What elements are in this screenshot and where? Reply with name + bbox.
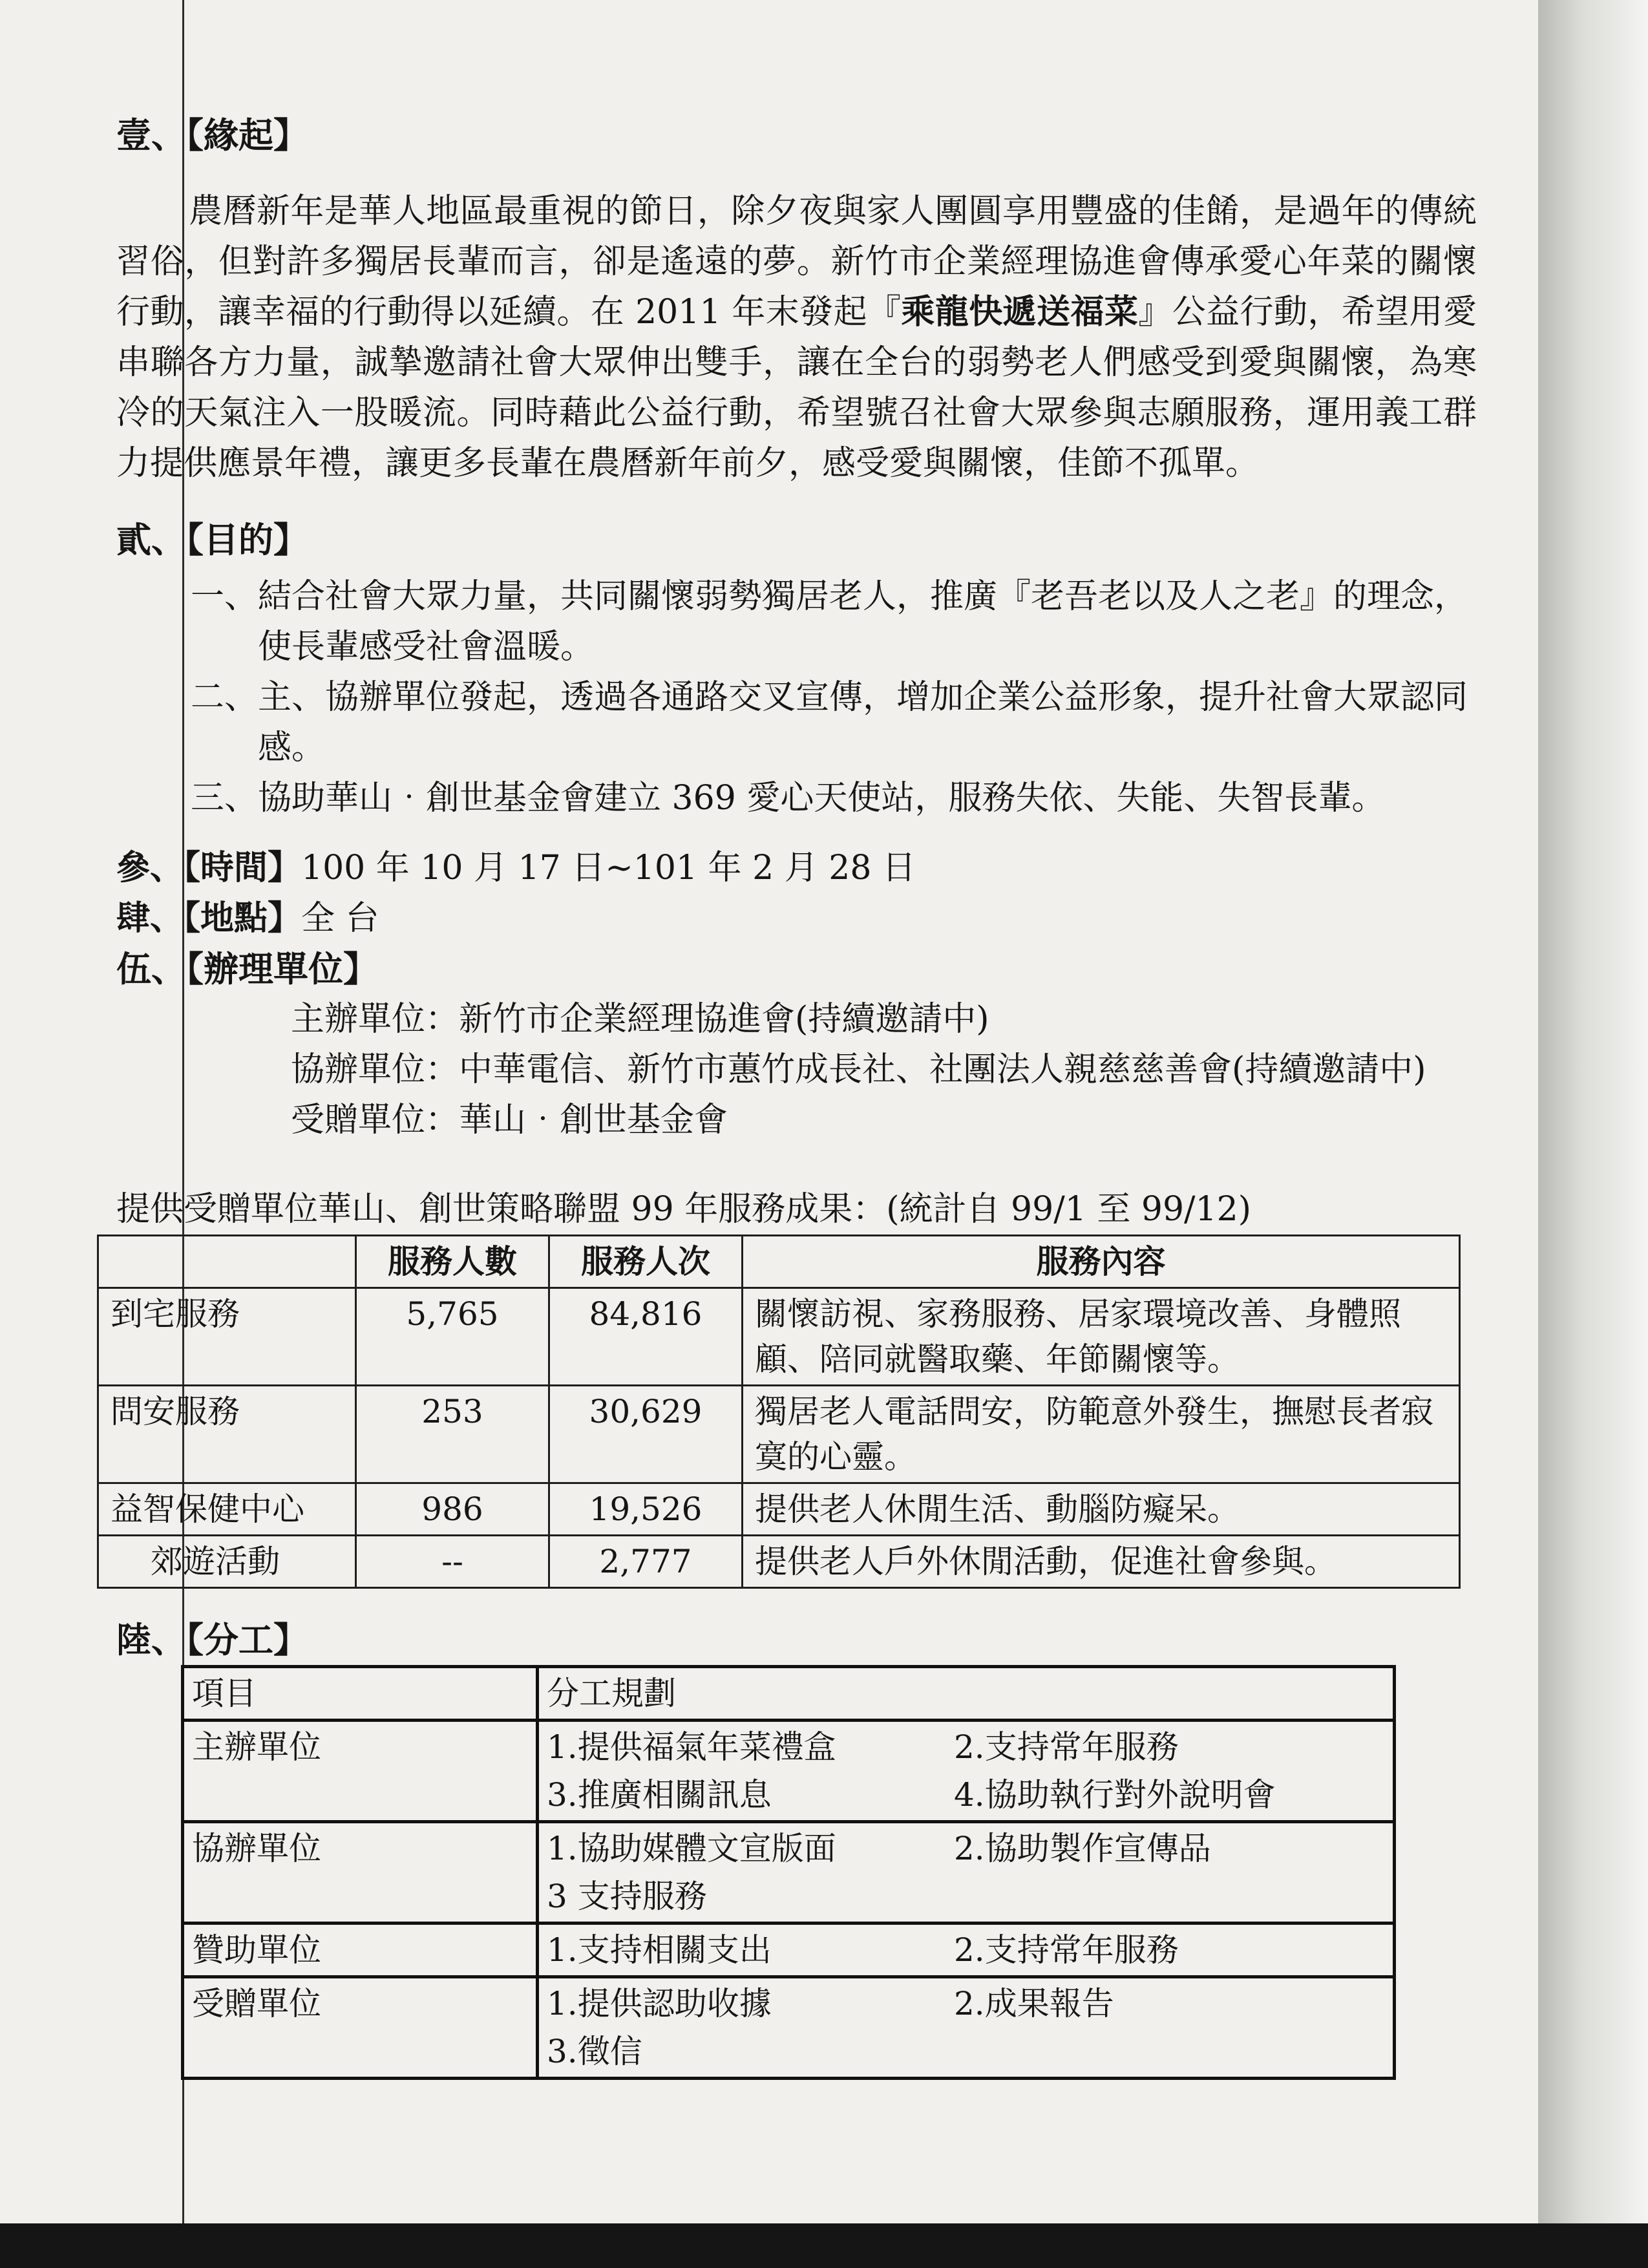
table-header-cell: 項目 bbox=[183, 1667, 538, 1721]
table-row bbox=[98, 1483, 1460, 1536]
purpose-item-number: 一、 bbox=[191, 577, 259, 616]
table-row bbox=[183, 1822, 1395, 1924]
service-visits: 19,526 bbox=[549, 1483, 743, 1536]
section-location bbox=[116, 893, 1477, 944]
section-time bbox=[116, 843, 1477, 893]
service-visits: 2,777 bbox=[549, 1536, 743, 1588]
division-tasks bbox=[538, 1721, 1395, 1822]
division-unit: 受贈單位 bbox=[183, 1977, 538, 2079]
purpose-item bbox=[116, 672, 1477, 773]
co-organizer-unit bbox=[116, 1044, 1477, 1095]
purpose-item-text: 結合社會大眾力量，共同關懷弱勢獨居老人，推廣『老吾老以及人之老』的理念，使長輩感受社會溫暖。 bbox=[258, 577, 1468, 666]
service-content: 關懷訪視、家務服務、居家環境改善、身體照顧、陪同就醫取藥、年節關懷等。 bbox=[743, 1288, 1460, 1386]
table-header-cell: 服務人次 bbox=[549, 1236, 743, 1288]
service-visits: 30,629 bbox=[549, 1386, 743, 1483]
co-organizer-value: 中華電信、新竹市蕙竹成長社、社團法人親慈慈善會(持續邀請中) bbox=[459, 1050, 1426, 1089]
service-name: 郊遊活動 bbox=[98, 1536, 356, 1588]
purpose-item-number: 三、 bbox=[191, 779, 259, 818]
origin-text-part1: 農曆新年是華人地區最重視的節日，除夕夜與家人團圓享用豐盛的佳餚，是過年的傳統習俗，但對許多獨居長輩而言，卻是遙遠的夢。新竹市企業經理協進會傳承愛心年菜的關懷行動，讓幸福的行動得以延續。在 2011 年末發起『 bbox=[116, 192, 1477, 332]
division-table bbox=[181, 1665, 1396, 2080]
division-unit: 主辦單位 bbox=[183, 1721, 538, 1822]
task-item: 3 支持服務 bbox=[547, 1878, 707, 1915]
host-unit bbox=[116, 994, 1477, 1044]
table-row bbox=[98, 1536, 1460, 1588]
service-people: 986 bbox=[356, 1483, 549, 1536]
task-item: 1.提供認助收據 bbox=[547, 1985, 772, 2022]
service-visits: 84,816 bbox=[549, 1288, 743, 1386]
document-content bbox=[111, 110, 1477, 2080]
purpose-list bbox=[116, 571, 1477, 823]
task-item: 2.成果報告 bbox=[954, 1985, 1114, 2022]
table-header-cell: 分工規劃 bbox=[538, 1667, 1395, 1721]
host-unit-value: 新竹市企業經理協進會(持續邀請中) bbox=[459, 1000, 989, 1039]
table-header-cell: 服務內容 bbox=[743, 1236, 1460, 1288]
service-people: 253 bbox=[356, 1386, 549, 1483]
division-unit: 贊助單位 bbox=[183, 1924, 538, 1977]
service-name: 到宅服務 bbox=[98, 1288, 356, 1386]
table-row bbox=[183, 1721, 1395, 1822]
campaign-name: 乘龍快遞送福菜 bbox=[901, 292, 1139, 332]
location-label: 肆、【地點】 bbox=[116, 898, 302, 938]
section-purpose-heading: 貳、【目的】 bbox=[116, 519, 308, 560]
task-item: 3.推廣相關訊息 bbox=[547, 1776, 772, 1814]
service-people: -- bbox=[356, 1536, 549, 1588]
task-item: 2.支持常年服務 bbox=[954, 1931, 1179, 1969]
purpose-item bbox=[116, 571, 1477, 672]
service-name: 益智保健中心 bbox=[98, 1483, 356, 1536]
table-row bbox=[98, 1288, 1460, 1386]
table-row bbox=[183, 1977, 1395, 2079]
table-header-row bbox=[98, 1236, 1460, 1288]
scanner-border bbox=[0, 2223, 1648, 2268]
recipient-value: 華山‧創世基金會 bbox=[459, 1101, 728, 1139]
task-item: 2.協助製作宣傳品 bbox=[954, 1830, 1211, 1867]
task-item: 2.支持常年服務 bbox=[954, 1728, 1179, 1766]
task-item: 1.協助媒體文宣版面 bbox=[547, 1830, 836, 1867]
section-organizers-heading: 伍、【辦理單位】 bbox=[116, 948, 378, 990]
time-value: 100 年 10 月 17 日~101 年 2 月 28 日 bbox=[301, 849, 916, 887]
task-item: 1.支持相關支出 bbox=[547, 1931, 772, 1969]
division-unit: 協辦單位 bbox=[183, 1822, 538, 1924]
purpose-item-text: 協助華山‧創世基金會建立 369 愛心天使站，服務失依、失能、失智長輩。 bbox=[258, 779, 1386, 818]
table-header-cell: 服務人數 bbox=[356, 1236, 549, 1288]
table-header-cell bbox=[98, 1236, 356, 1288]
task-item: 3.徵信 bbox=[547, 2033, 642, 2070]
service-content: 獨居老人電話問安，防範意外發生，撫慰長者寂寞的心靈。 bbox=[743, 1386, 1460, 1483]
service-people: 5,765 bbox=[356, 1288, 549, 1386]
service-content: 提供老人休閒生活、動腦防癡呆。 bbox=[743, 1483, 1460, 1536]
section-origin-paragraph bbox=[116, 186, 1477, 489]
origin-text-part2: 』公益行動，希望用愛串聯各方力量，誠摯邀請社會大眾伸出雙手，讓在全台的弱勢老人們感受到愛與關懷，為寒冷的天氣注入一股暖流。同時藉此公益行動，希望號召社會大眾參與志願服務，運用義工群力提供應景年禮，讓更多長輩在農曆新年前夕，感受愛與關懷，佳節不孤單。 bbox=[116, 293, 1477, 483]
host-unit-label: 主辦單位： bbox=[291, 1000, 460, 1039]
purpose-item bbox=[116, 773, 1477, 823]
service-results-table bbox=[97, 1235, 1461, 1589]
page-edge-shadow bbox=[1538, 0, 1648, 2223]
table-row bbox=[183, 1924, 1395, 1977]
purpose-item-number: 二、 bbox=[191, 678, 259, 717]
recipient-label: 受贈單位： bbox=[291, 1101, 460, 1139]
service-content: 提供老人戶外休閒活動，促進社會參與。 bbox=[743, 1536, 1460, 1588]
division-tasks bbox=[538, 1924, 1395, 1977]
section-origin-heading: 壹、【緣起】 bbox=[116, 114, 308, 156]
section-division-heading: 陸、【分工】 bbox=[116, 1619, 308, 1660]
division-tasks bbox=[538, 1822, 1395, 1924]
purpose-item-text: 主、協辦單位發起，透過各通路交叉宣傳，增加企業公益形象，提升社會大眾認同感。 bbox=[258, 678, 1468, 767]
time-label: 參、【時間】 bbox=[116, 848, 302, 887]
task-item: 1.提供福氣年菜禮盒 bbox=[547, 1728, 836, 1766]
service-table-caption: 提供受贈單位華山、創世策略聯盟 99 年服務成果：(統計自 99/1 至 99/12) bbox=[116, 1190, 1252, 1229]
table-row bbox=[98, 1386, 1460, 1483]
table-header-row bbox=[183, 1667, 1395, 1721]
recipient-unit bbox=[116, 1095, 1477, 1145]
co-organizer-label: 協辦單位： bbox=[291, 1050, 460, 1089]
service-name: 問安服務 bbox=[98, 1386, 356, 1483]
division-tasks bbox=[538, 1977, 1395, 2079]
task-item: 4.協助執行對外說明會 bbox=[954, 1776, 1276, 1814]
location-value: 全 台 bbox=[301, 899, 379, 938]
